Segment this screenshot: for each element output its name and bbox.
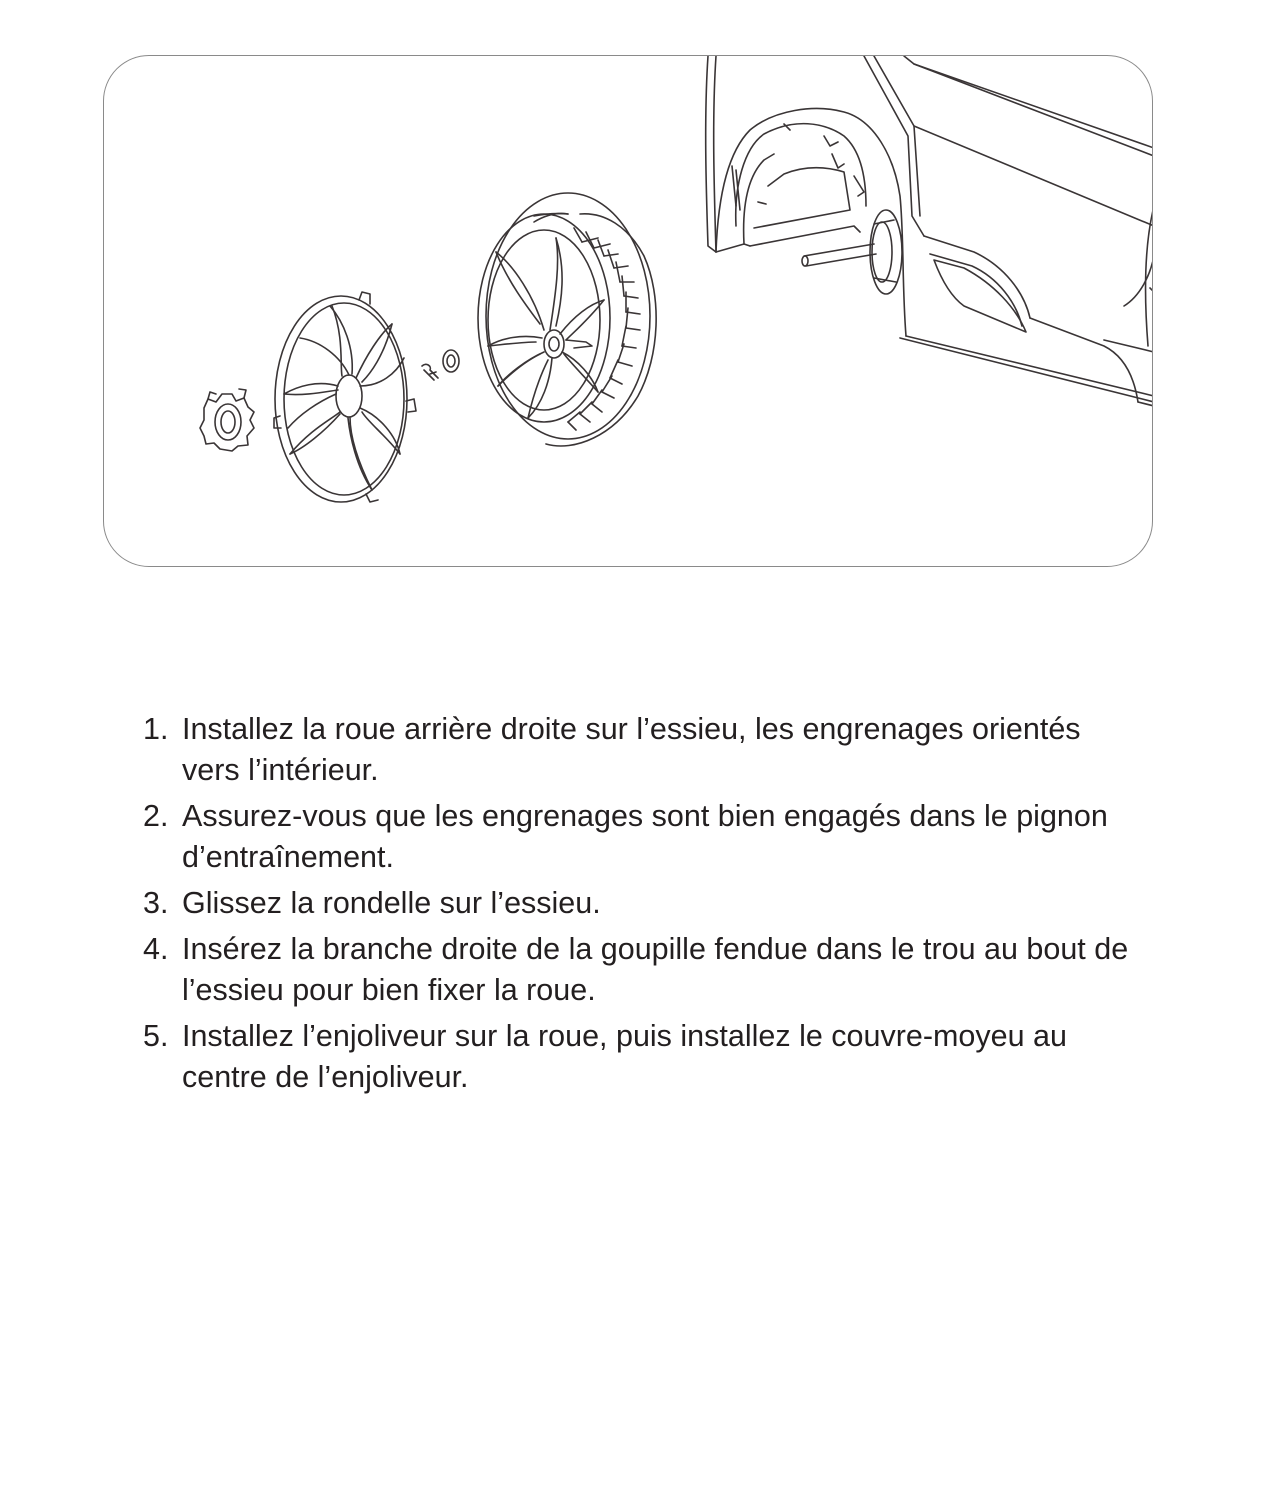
hubcap-cover-icon <box>200 389 254 451</box>
step-text: Insérez la branche droite de la goupille fendue dans le trou au bout de l’essieu pour bien fixer la roue. <box>182 932 1129 1007</box>
instruction-step <box>143 796 1143 878</box>
assembly-illustration <box>104 56 1153 567</box>
assembly-illustration-frame <box>103 55 1153 567</box>
rear-wheel-icon <box>478 193 656 446</box>
step-text: Assurez-vous que les engrenages sont bien engagés dans le pignon d’entraînement. <box>182 799 1108 874</box>
step-number: 5. <box>143 1019 169 1053</box>
wheel-cover-icon <box>274 292 416 502</box>
instruction-step <box>143 1016 1143 1098</box>
step-text: Glissez la rondelle sur l’essieu. <box>182 886 601 920</box>
instruction-step <box>143 709 1143 791</box>
cotter-pin-icon <box>422 364 438 380</box>
axle-icon <box>802 210 902 294</box>
step-text: Installez la roue arrière droite sur l’essieu, les engrenages orientés vers l’intérieur. <box>182 712 1081 787</box>
washer-icon <box>443 350 459 372</box>
instruction-list <box>143 709 1143 1103</box>
step-number: 1. <box>143 712 169 746</box>
step-number: 3. <box>143 886 169 920</box>
instruction-step <box>143 883 1143 924</box>
car-body-fender-icon <box>706 56 1153 406</box>
instruction-step <box>143 929 1143 1011</box>
step-number: 4. <box>143 932 169 966</box>
step-number: 2. <box>143 799 169 833</box>
step-text: Installez l’enjoliveur sur la roue, puis installez le couvre-moyeu au centre de l’enjoliveur. <box>182 1019 1067 1094</box>
